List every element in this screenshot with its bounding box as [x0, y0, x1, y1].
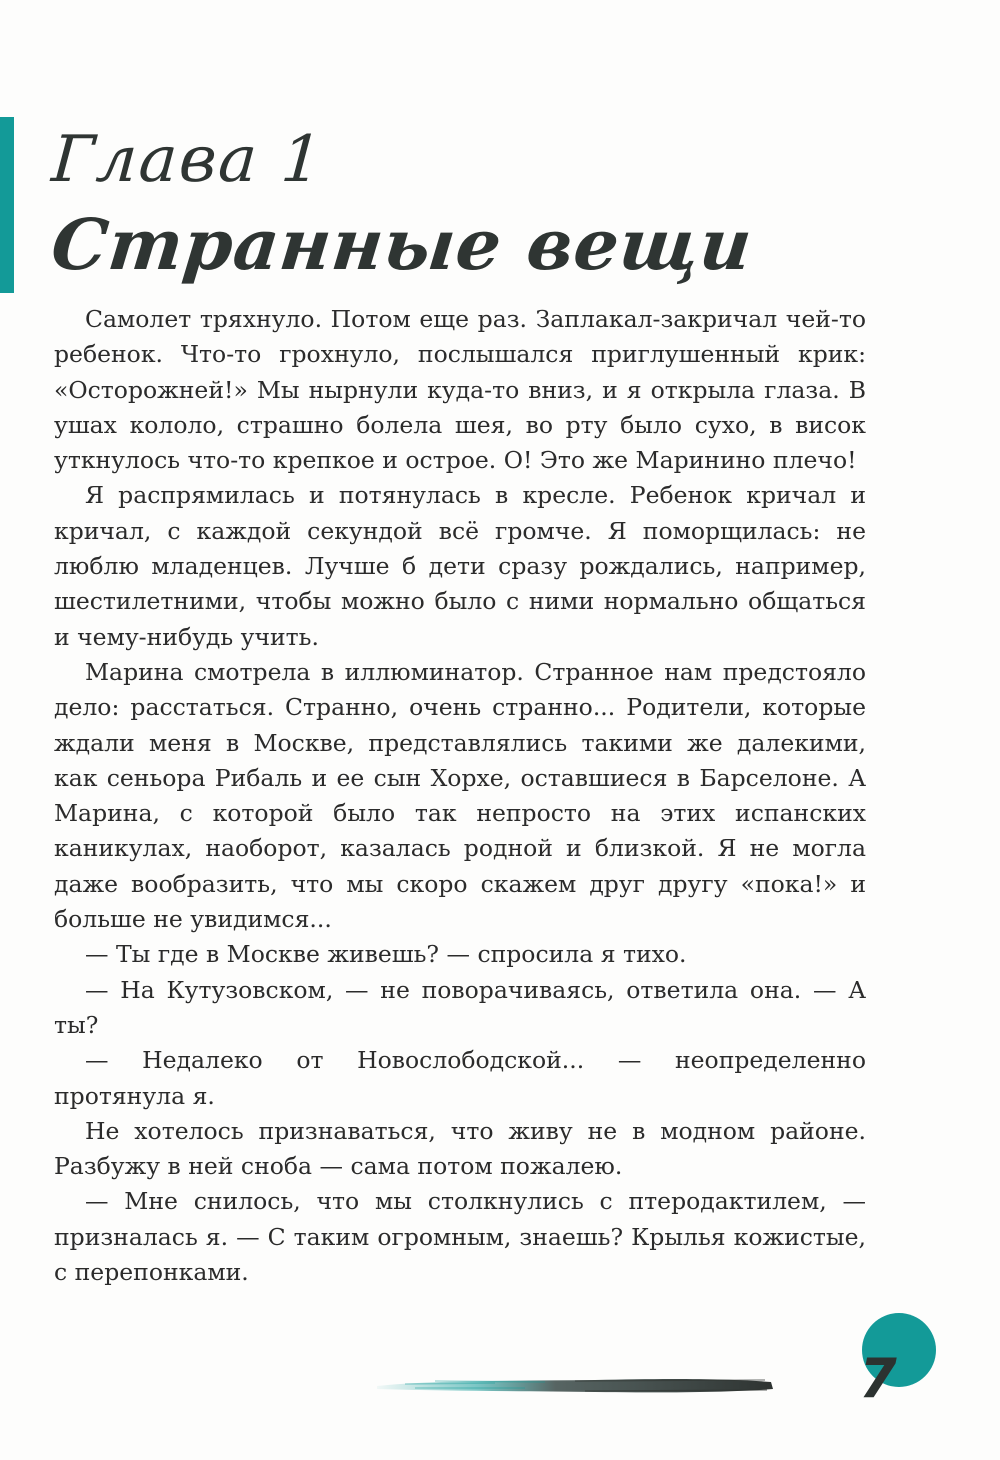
dialogue-line: — Мне снилось, что мы столкнулись с птеродактилем, — призналась я. — С таким огромным, знаешь? Крылья кожистые, с перепонками.	[54, 1187, 866, 1287]
page-number: 7	[859, 1347, 897, 1410]
paragraph: Самолет тряхнуло. Потом еще раз. Заплакал-закричал чей-то ребенок. Что-то грохнуло, послышался приглушенный крик: «Осторожней!» Мы нырнули куда-то вниз, и я открыла глаза. В ушах кололо, страшно болела шея, во рту было сухо, в висок уткнулось что-то крепкое и острое. О! Это же Маринино плечо!	[54, 305, 866, 475]
paragraph: Не хотелось признаваться, что живу не в модном районе. Разбужу в ней сноба — сама потом пожалею.	[54, 1116, 866, 1181]
brush-stroke-decoration	[375, 1372, 775, 1398]
paragraph: Я распрямилась и потянулась в кресле. Ребенок кричал и кричал, с каждой секундой всё громче. Я поморщилась: не люблю младенцев. Лучше б дети сразу рождались, например, шестилетними, чтобы можно было с ними нормально общаться и чему-нибудь учить.	[54, 481, 866, 651]
chapter-heading	[47, 123, 757, 286]
chapter-number: Глава 1	[49, 123, 327, 197]
dialogue-line: — Ты где в Москве живешь? — спросила я тихо.	[85, 940, 687, 969]
chapter-body	[54, 302, 866, 1290]
paragraph: Марина смотрела в иллюминатор. Странное нам предстояло дело: расстаться. Странно, очень странно... Родители, которые ждали меня в Москве, представлялись такими же далекими, как сеньора Рибаль и ее сын Хорхе, оставшиеся в Барселоне. А Марина, с которой было так непросто на этих испанских каникулах, наоборот, казалась родной и близкой. Я не могла даже вообразить, что мы скоро скажем друг другу «пока!» и больше не увидимся...	[54, 657, 866, 934]
dialogue-line: — Недалеко от Новослободской... — неопределенно протянула я.	[54, 1046, 866, 1110]
chapter-side-bar	[0, 117, 14, 293]
dialogue-line: — На Кутузовском, — не поворачиваясь, ответила она. — А ты?	[54, 975, 866, 1039]
chapter-title: Странные вещи	[47, 203, 757, 286]
